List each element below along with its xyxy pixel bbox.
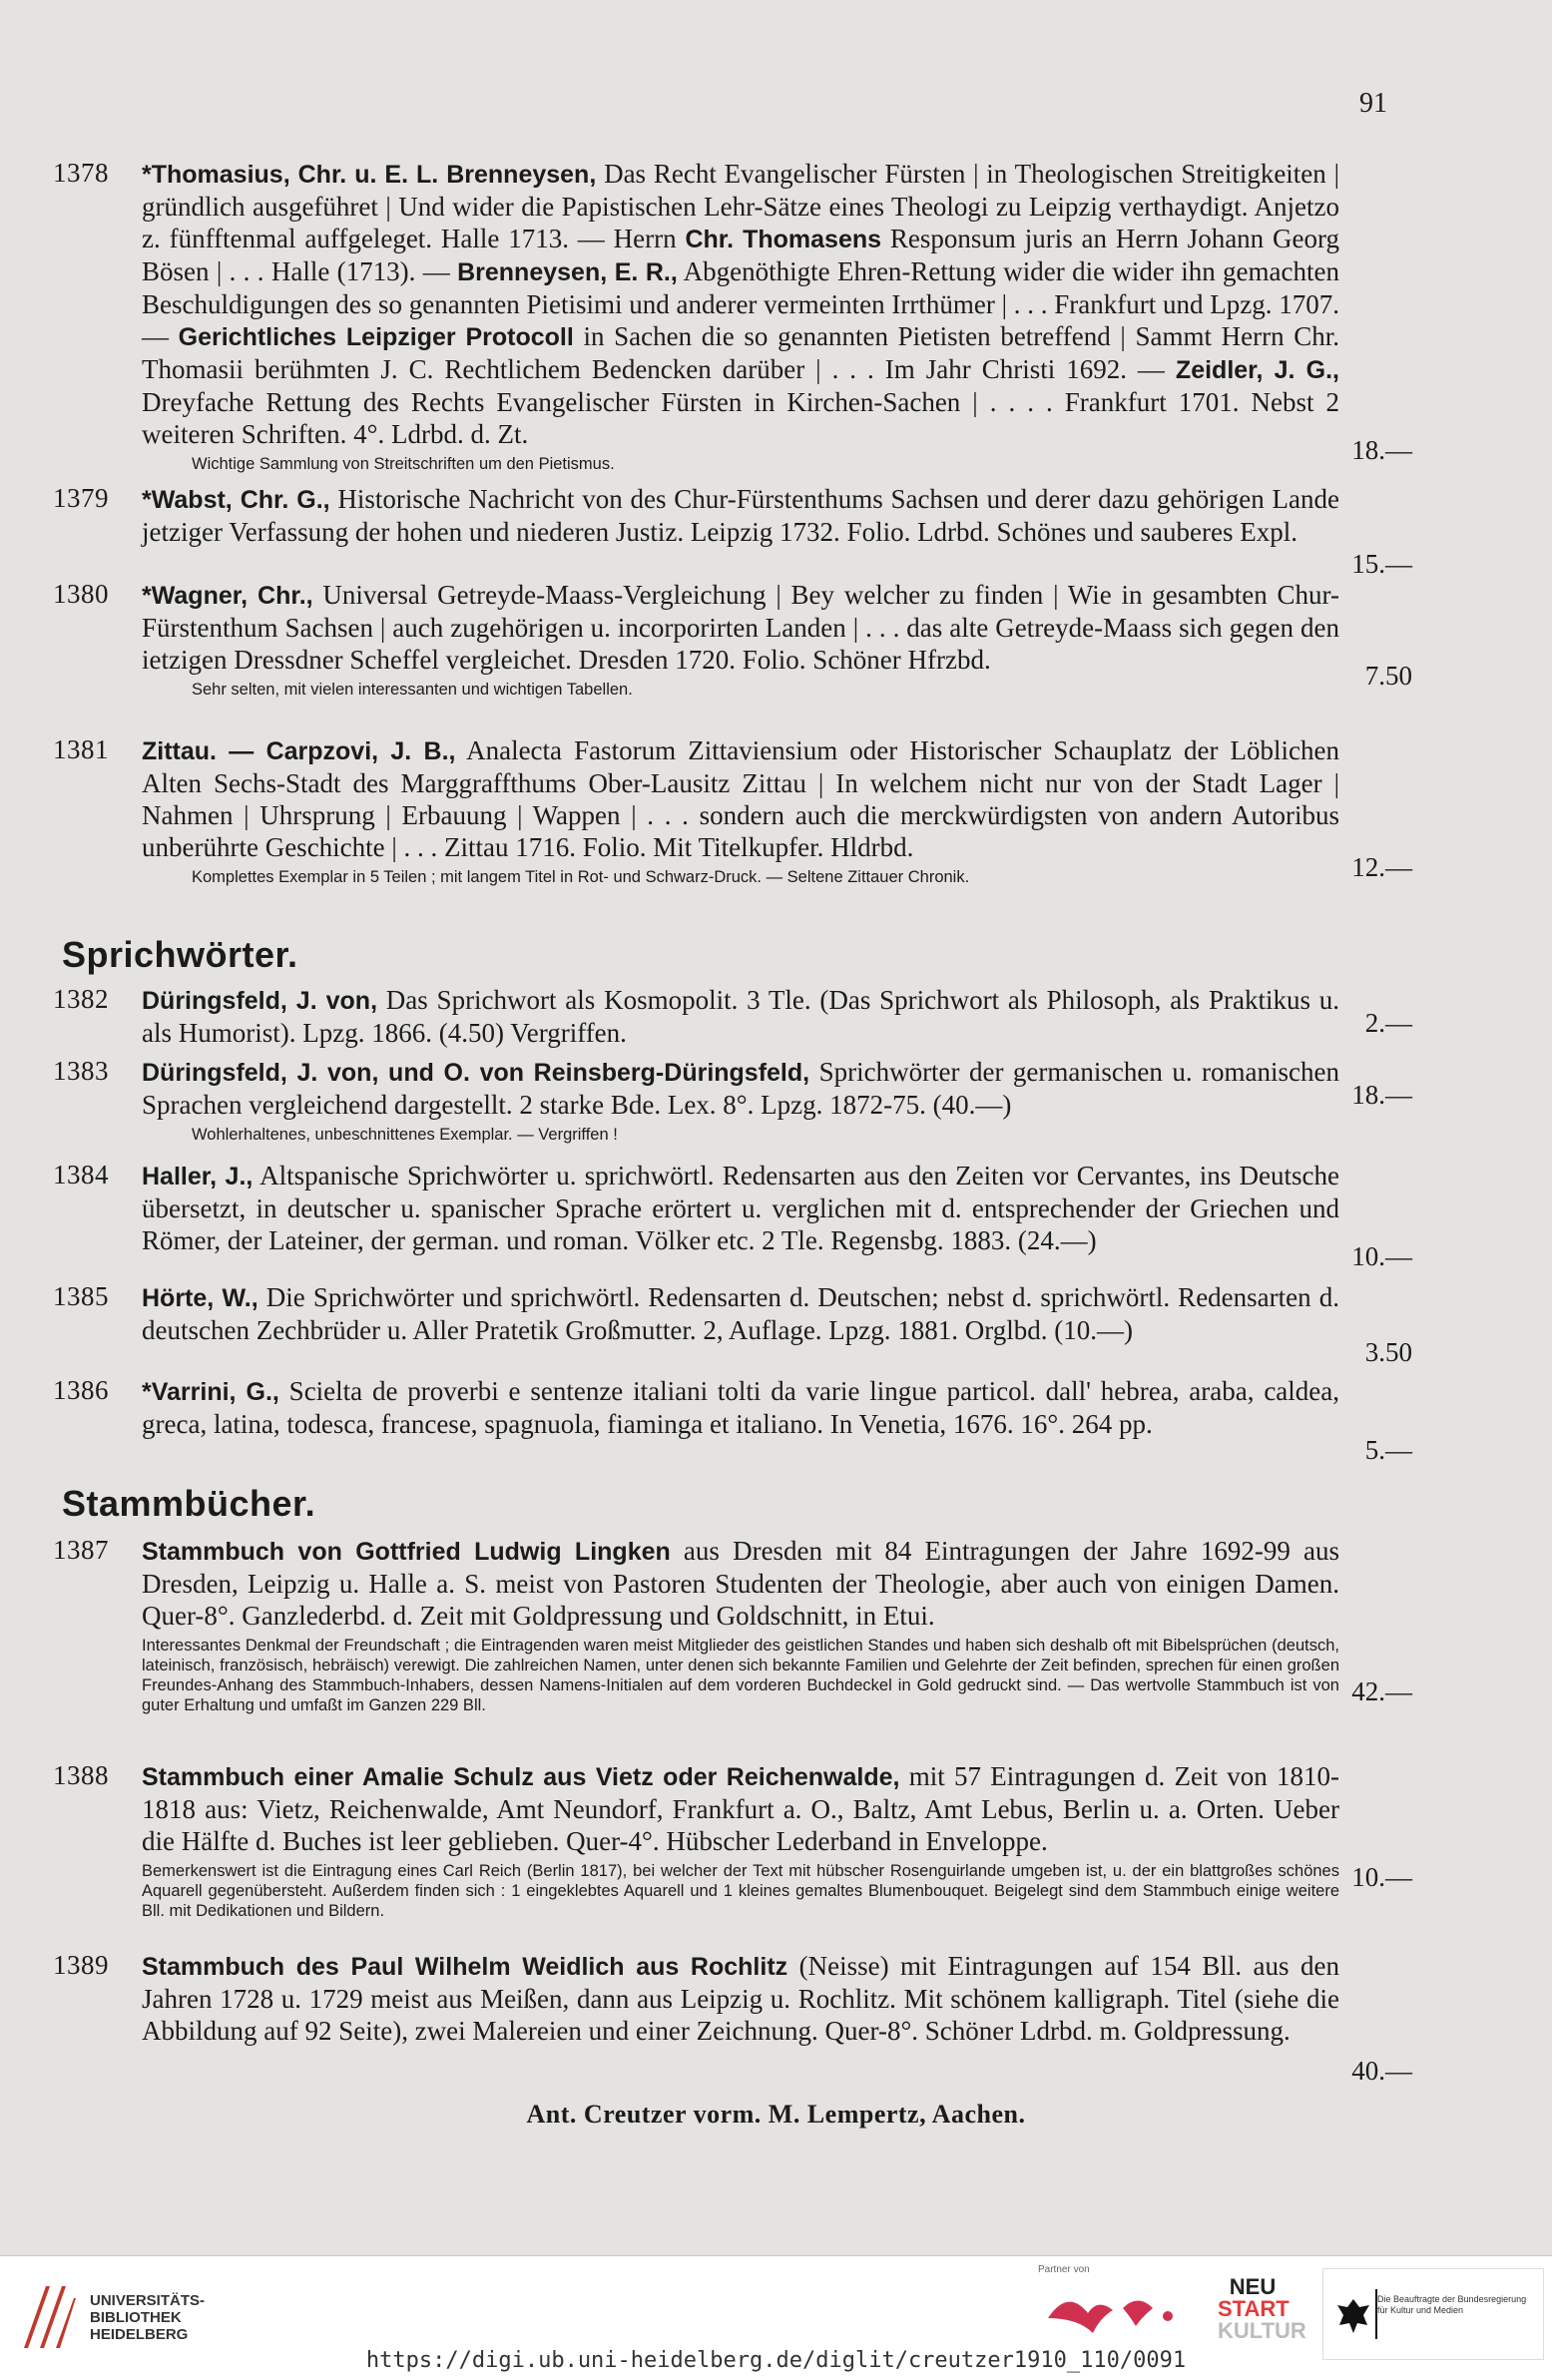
entry-author: *Varrini, G., <box>142 1378 279 1406</box>
entry-number: 1386 <box>53 1375 109 1405</box>
neustart-line: START <box>1218 2296 1290 2321</box>
entry-description <box>142 984 1339 1049</box>
entry-price: 40.— <box>1351 2056 1412 2086</box>
entry-number: 1384 <box>53 1160 109 1190</box>
entry-number: 1379 <box>53 483 109 513</box>
entry-author: Stammbuch einer Amalie Schulz aus Vietz oder Reichenwalde, <box>142 1763 900 1791</box>
entry-description <box>142 1375 1339 1440</box>
institution-name <box>90 2292 205 2343</box>
entry-price: 10.— <box>1351 1241 1412 1271</box>
entry-note: Bemerkenswert ist die Eintragung eines Carl Reich (Berlin 1817), bei welcher der Text mit hübscher Rosenguirlande umgeben ist, u. der ein blattgroßes schönes Aquarell gegenübersteht. Außerdem finden sich : 1 eingeklebtes Aquarell und 1 kleines gemaltes Blumenbouquet. Beigelegt sind dem Stammbuch einige weitere Bll. mit Dedikationen und Bildern. <box>142 1862 1339 1920</box>
entry-description <box>142 579 1339 700</box>
entry-author: Hörte, W., <box>142 1284 259 1312</box>
page-url[interactable]: https://digi.ub.uni-heidelberg.de/diglit/creutzer1910_110/0091 <box>365 2348 1187 2373</box>
entry-author: Zittau. — Carpzovi, J. B., <box>142 737 456 765</box>
entry-text-run: Das Sprichwort als Kosmopolit. 3 Tle. (Das Sprichwort als Philosoph, als Praktikus u. als Humorist). Lpzg. 1866. (4.50) Vergriffen. <box>142 985 1339 1048</box>
entry-text-run: Responsum juris an Herrn Johann Georg Bösen | . . . Halle (1713). — <box>142 224 1340 286</box>
entry-note: Komplettes Exemplar in 5 Teilen ; mit langem Titel in Rot- und Schwarz-Druck. — Seltene Zittauer Chronik. <box>192 868 970 886</box>
entry-description <box>142 1160 1339 1256</box>
entry-text-run: Analecta Fastorum Zittaviensium oder Historischer Schauplatz der Löblichen Alten Sechs-Stadt des Marggraffthums Ober-Lausitz Zittau | In welchem nicht nur von der Stadt Lager | Nahmen | Uhrsprung | Erbauung | Wappen | . . . sondern auch die merckwürdigsten von andern Autoribus unberührte Geschichte | . . . Zittau 1716. Folio. Mit Titelkupfer. Hldrbd. <box>142 735 1340 862</box>
entry-number: 1380 <box>53 579 109 609</box>
viewer-bottom-bar <box>0 2255 1552 2380</box>
neustart-line: KULTUR <box>1218 2318 1306 2343</box>
bkm-label: Die Beauftragte der Bundesregierung für Kultur und Medien <box>1377 2294 1527 2315</box>
entry-author: *Wagner, Chr., <box>142 582 313 610</box>
entry-text-run: Die Sprichwörter und sprichwörtl. Redensarten d. Deutschen; nebst d. sprichwörtl. Redensarten d. deutschen Zechbrüder u. Aller Pratetik Großmutter. 2, Auflage. Lpzg. 1881. Orglbd. (10.—) <box>142 1282 1339 1345</box>
entry-text-run: Altspanische Sprichwörter u. sprichwörtl. Redensarten aus den Zeiten vor Cervantes, ins Deutsche übersetzt, in deutscher u. spanischer Sprache erörtert u. verglichen mit d. entsprechender der Griechen und Römer, der Lateiner, der german. und roman. Völker etc. 2 Tle. Regensbg. 1883. (24.—) <box>142 1161 1340 1255</box>
entry-description <box>142 483 1339 548</box>
page-number: 91 <box>1359 88 1387 119</box>
neustart-kultur-logo[interactable] <box>1218 2274 1306 2343</box>
entry-price: 18.— <box>1351 1080 1412 1110</box>
entry-note: Interessantes Denkmal der Freundschaft ; die Eintragenden waren meist Mitglieder des geistlichen Standes und haben sich deshalb oft mit Bibelsprüchen (deutsch, lateinisch, französisch, hebräisch) verewigt. Die zahlreichen Namen, unter denen sich bekannte Familien und Gelehrte der Zeit befinden, sprechen für einen großen Freundes-Anhang des Stammbuch-Inhabers, dessen Namens-Initialen auf dem vorderen Buchdeckel in Gold gedruckt sind. — Das wertvolle Stammbuch ist von guter Erhaltung und umfaßt im Ganzen 229 Bll. <box>142 1637 1339 1714</box>
entry-author: Stammbuch des Paul Wilhelm Weidlich aus Rochlitz <box>142 1953 788 1981</box>
entry-number: 1378 <box>53 158 109 188</box>
entry-author: Chr. Thomasens <box>685 226 882 253</box>
entry-price: 12.— <box>1351 852 1412 882</box>
entry-description <box>142 1760 1339 1921</box>
entry-note: Wichtige Sammlung von Streitschriften um den Pietismus. <box>192 455 615 473</box>
entry-price: 18.— <box>1351 435 1412 465</box>
entry-text-run: in Sachen die so genannten Pietisten betreffend | Sammt Herrn Chr. Thomasii berühmten J. C. Rechtlichem Bedencken darüber | . . . Im Jahr Christi 1692. — <box>142 321 1339 384</box>
publisher-footer: Ant. Creutzer vorm. M. Lempertz, Aachen. <box>526 2100 1026 2129</box>
entry-author: Gerichtliches Leipziger Protocoll <box>178 323 574 351</box>
section-heading-stammbuecher: Stammbücher. <box>62 1483 316 1524</box>
entry-author: Stammbuch von Gottfried Ludwig Lingken <box>142 1538 671 1566</box>
entry-author: Düringsfeld, J. von, <box>142 987 378 1015</box>
entry-text-run: Scielta de proverbi e sentenze italiani tolti da varie lingue particol. dall' hebrea, araba, caldea, greca, latina, todesca, francese, spagnuola, fiaminga et italiano. In Venetia, 1676. 16°. 264 pp. <box>142 1376 1340 1439</box>
institution-line: BIBLIOTHEK <box>90 2309 182 2326</box>
entry-price: 7.50 <box>1364 661 1412 691</box>
entry-number: 1387 <box>53 1535 109 1565</box>
entry-price: 3.50 <box>1364 1337 1412 1367</box>
entry-price: 15.— <box>1351 549 1412 579</box>
entry-description <box>142 1056 1339 1145</box>
entry-number: 1389 <box>53 1950 109 1980</box>
neustart-line: NEU <box>1229 2274 1277 2299</box>
entry-author: Brenneysen, E. R., <box>457 258 678 286</box>
entry-description <box>142 1950 1339 2047</box>
entry-text-run: Das Recht Evangelischer Fürsten | in Theologischen Streitigkeiten | gründlich ausgeführet | Und wider die Papistischen Lehr-Sätze eines Theologi zu Leipzig verthaydigt. Anjetzo z. fünfftenmal auffgeleget. Halle 1713. — Herrn <box>142 159 1339 253</box>
ddb-partner-logo-icon[interactable] <box>1038 2278 1198 2348</box>
entry-number: 1388 <box>53 1760 109 1790</box>
entry-number: 1382 <box>53 984 109 1014</box>
entry-text-run: aus Dresden mit 84 Eintragungen der Jahre 1692-99 aus Dresden, Leipzig u. Halle a. S. meist von Pastoren Studenten der Theologie, aber auch von einigen Damen. Quer-8°. Ganzlederbd. d. Zeit mit Goldpressung und Goldschnitt, in Etui. <box>142 1536 1339 1631</box>
entry-number: 1385 <box>53 1281 109 1311</box>
entry-author: *Thomasius, Chr. u. E. L. Brenneysen, <box>142 161 597 189</box>
entry-price: 2.— <box>1364 1008 1412 1038</box>
entry-text-run: Abgenöthigte Ehren-Rettung wider die wider ihn gemachten Beschuldigungen des so genannten Pietisimi und anderer vermeinten Irrthümer | . . . Frankfurt und Lpzg. 1707. — <box>142 256 1339 351</box>
entry-text-run: (Neisse) mit Eintragungen auf 154 Bll. aus den Jahren 1728 u. 1729 meist aus Meißen, dann aus Leipzig u. Rochlitz. Mit schönem kalligraph. Titel (siehe die Abbildung auf 92 Seite), zwei Malereien und einer Zeichnung. Quer-8°. Schöner Ldrbd. m. Goldpressung. <box>142 1951 1339 2046</box>
entry-text-run: Historische Nachricht von des Chur-Fürstenthums Sachsen und derer dazu gehörigen Lande jetziger Verfassung der hohen und niederen Justiz. Leipzig 1732. Folio. Ldrbd. Schönes und sauberes Expl. <box>142 484 1339 547</box>
institution-line: UNIVERSITÄTS- <box>90 2292 206 2309</box>
entry-text-run: Universal Getreyde-Maass-Vergleichung | Bey welcher zu finden | Wie in gesambten Chur-Fürstenthum Sachsen | auch zugehörigen u. incorporirten Landen | . . . das alte Getreyde-Maass sich gegen den ietzigen Dressdner Scheffel vergleichet. Dresden 1720. Folio. Schöner Hfrzbd. <box>142 580 1339 675</box>
entry-description <box>142 1535 1339 1715</box>
entry-text-run: mit 57 Eintragungen d. Zeit von 1810-1818 aus: Vietz, Reichenwalde, Amt Neundorf, Frankfurt a. O., Baltz, Amt Lebus, Berlin u. a. Orten. Ueber die Hälfte d. Buches ist leer geblieben. Quer-4°. Hübscher Lederband in Enveloppe. <box>142 1761 1339 1856</box>
section-heading-sprichwoerter: Sprichwörter. <box>62 934 298 975</box>
entry-price: 5.— <box>1364 1435 1412 1465</box>
entry-text-run: Dreyfache Rettung des Rechts Evangelischer Fürsten in Kirchen-Sachen | . . . . Frankfurt 1701. Nebst 2 weiteren Schriften. 4°. Ldrbd. d. Zt. <box>142 387 1339 449</box>
entry-description <box>142 734 1339 887</box>
entry-note: Wohlerhaltenes, unbeschnittenes Exemplar. — Vergriffen ! <box>192 1126 618 1144</box>
entry-number: 1381 <box>53 734 109 764</box>
federal-eagle-icon <box>1335 2295 1371 2335</box>
partner-label: Partner von <box>1038 2264 1090 2275</box>
entry-text-run: Sprichwörter der germanischen u. romanischen Sprachen vergleichend dargestellt. 2 starke Bde. Lex. 8°. Lpzg. 1872-75. (40.—) <box>142 1057 1339 1120</box>
entry-description <box>142 158 1339 474</box>
entry-author: Haller, J., <box>142 1163 254 1190</box>
entry-author: Düringsfeld, J. von, und O. von Reinsberg-Düringsfeld, <box>142 1059 810 1087</box>
entry-price: 10.— <box>1351 1862 1412 1892</box>
entry-author: *Wabst, Chr. G., <box>142 486 330 514</box>
entry-note: Sehr selten, mit vielen interessanten und wichtigen Tabellen. <box>192 681 633 699</box>
entry-author: Zeidler, J. G., <box>1175 356 1340 384</box>
ub-heidelberg-logo-icon[interactable] <box>16 2278 76 2354</box>
entry-price: 42.— <box>1351 1676 1412 1706</box>
entry-number: 1383 <box>53 1056 109 1086</box>
institution-line: HEIDELBERG <box>90 2326 189 2343</box>
entry-description <box>142 1281 1339 1346</box>
